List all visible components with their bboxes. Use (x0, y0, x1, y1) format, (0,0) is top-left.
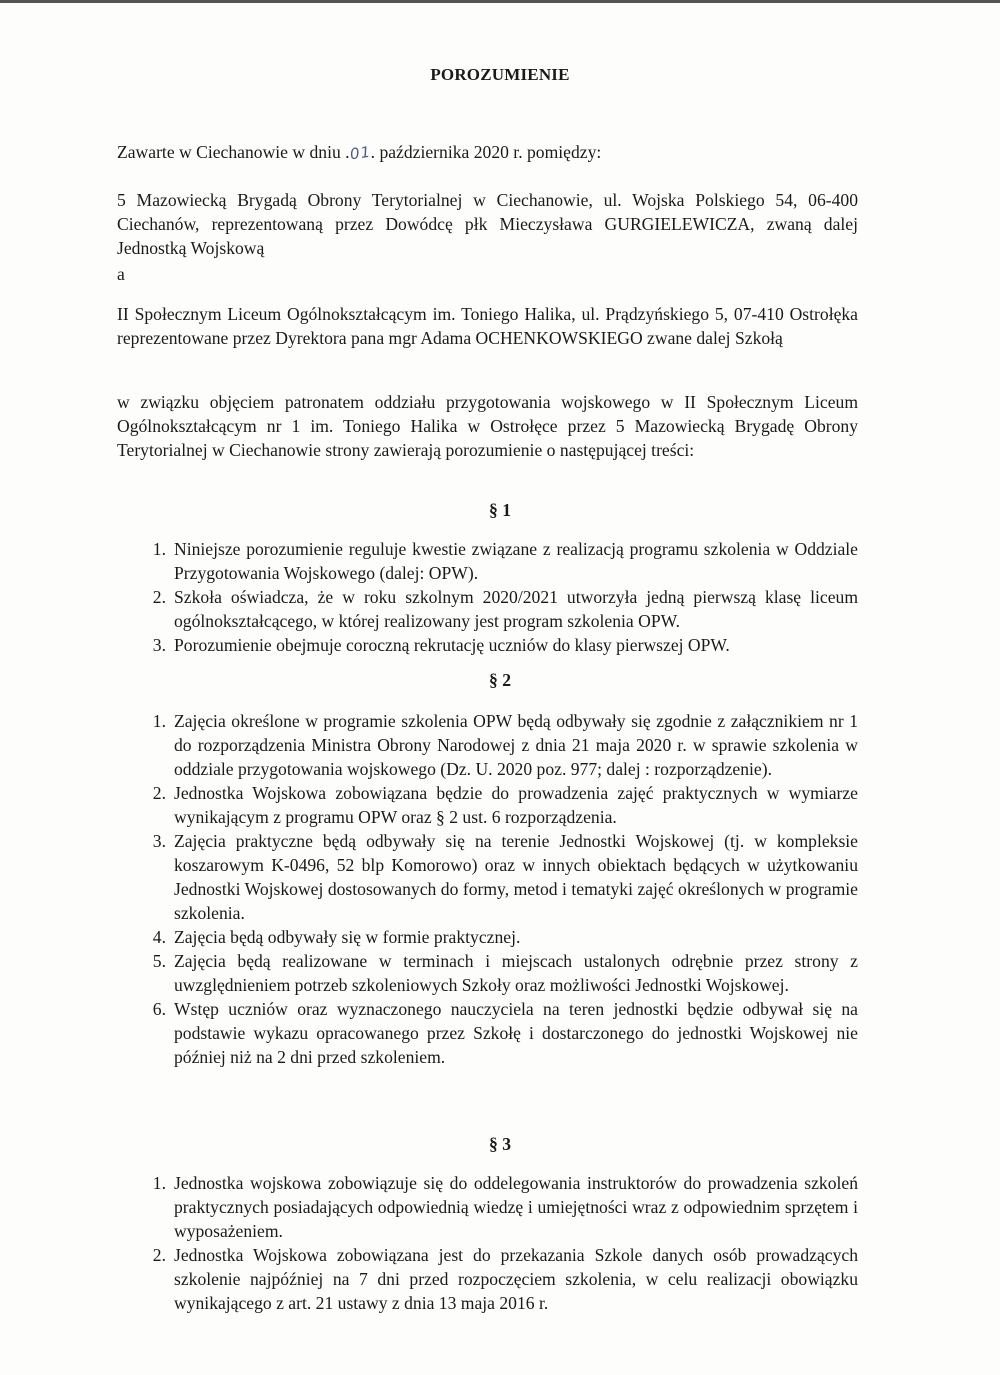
handwritten-day: 01 (348, 142, 372, 164)
list-item (140, 633, 858, 657)
item-text: Szkoła oświadcza, że w roku szkolnym 2020/2021 utworzyła jedną pierwszą klasę liceum ogólnokształcącego, w której realizowany jest program szkolenia OPW. (174, 587, 858, 631)
item-text: Porozumienie obejmuje coroczną rekrutację uczniów do klasy pierwszej OPW. (174, 635, 730, 655)
item-number: 2. (152, 1245, 166, 1265)
list-item (140, 1171, 858, 1243)
item-number: 3. (152, 635, 166, 655)
item-number: 1. (152, 539, 166, 559)
item-text: Wstęp uczniów oraz wyznaczonego nauczyciela na teren jednostki będzie odbywał się na podstawie wykazu opracowanego przez Szkołę i dostarczonego do jednostki Wojskowej nie później niż na 2 dni przed szkoleniem. (174, 999, 858, 1067)
item-number: 5. (152, 951, 166, 971)
item-number: 1. (152, 1173, 166, 1193)
list-item (140, 925, 858, 949)
section-1-list (140, 537, 858, 657)
party-two: II Społecznym Liceum Ogólnokształcącym im. Toniego Halika, ul. Prądzyńskiego 5, 07-410 Ostrołęka reprezentowane przez Dyrektora pana mgr Adama OCHENKOWSKIEGO zwane dalej Szkołą (117, 304, 858, 348)
item-text: Zajęcia praktyczne będą odbywały się na terenie Jednostki Wojskowej (tj. w kompleksie koszarowym K-0496, 52 blp Komorowo) oraz w innych obiektach będących w użytkowaniu Jednostki Wojskowej dostosowanych do formy, metod i tematyki zajęć określonych w programie szkolenia. (174, 831, 858, 923)
list-item (140, 585, 858, 633)
item-number: 6. (152, 999, 166, 1019)
section-heading-1: § 1 (489, 500, 511, 520)
item-text: Zajęcia będą odbywały się w formie praktycznej. (174, 927, 521, 947)
intro-before: Zawarte w Ciechanowie w dniu . (117, 142, 350, 162)
list-item (140, 1243, 858, 1315)
list-item (140, 537, 858, 585)
item-number: 1. (152, 711, 166, 731)
conjunction-and: a (117, 264, 125, 284)
preamble: w związku objęciem patronatem oddziału przygotowania wojskowego w II Społecznym Liceum Ogólnokształcącym nr 1 im. Toniego Halika w Ostrołęce przez 5 Mazowiecką Brygadę Obrony Terytorialnej w Ciechanowie strony zawierają porozumienie o następującej treści: (117, 392, 858, 460)
item-text: Zajęcia określone w programie szkolenia OPW będą odbywały się zgodnie z załącznikiem nr 1 do rozporządzenia Ministra Obrony Narodowej z dnia 21 maja 2020 r. w sprawie szkolenia w oddziale przygotowania wojskowego (Dz. U. 2020 poz. 977; dalej : rozporządzenie). (174, 711, 858, 779)
section-heading-3: § 3 (489, 1134, 511, 1154)
list-item (140, 997, 858, 1069)
item-text: Zajęcia będą realizowane w terminach i miejscach ustalonych odrębnie przez strony z uwzględnieniem potrzeb szkoleniowych Szkoły oraz możliwości Jednostki Wojskowej. (174, 951, 858, 995)
item-text: Jednostka Wojskowa zobowiązana jest do przekazania Szkole danych osób prowadzących szkolenie najpóźniej na 7 dni przed rozpoczęciem szkolenia, w celu realizacji obowiązku wynikającego z art. 21 ustawy z dnia 13 maja 2016 r. (174, 1245, 858, 1313)
item-number: 2. (152, 783, 166, 803)
section-2-list (140, 709, 858, 1069)
item-number: 2. (152, 587, 166, 607)
party-one: 5 Mazowiecką Brygadą Obrony Terytorialnej w Ciechanowie, ul. Wojska Polskiego 54, 06-400 Ciechanów, reprezentowaną przez Dowódcę płk Mieczysława GURGIELEWICZA, zwaną dalej Jednostką Wojskową (117, 190, 858, 258)
item-number: 4. (152, 927, 166, 947)
item-text: Jednostka Wojskowa zobowiązana będzie do prowadzenia zajęć praktycznych w wymiarze wynikającym z programu OPW oraz § 2 ust. 6 rozporządzenia. (174, 783, 858, 827)
item-text: Niniejsze porozumienie reguluje kwestie związane z realizacją programu szkolenia w Oddziale Przygotowania Wojskowego (dalej: OPW). (174, 539, 858, 583)
item-number: 3. (152, 831, 166, 851)
intro-line (117, 140, 858, 165)
item-text: Jednostka wojskowa zobowiązuje się do oddelegowania instruktorów do prowadzenia szkoleń praktycznych posiadających odpowiednią wiedzę i umiejętności wraz z odpowiednim sprzętem i wyposażeniem. (174, 1173, 858, 1241)
document-title: POROZUMIENIE (430, 65, 570, 84)
list-item (140, 709, 858, 781)
section-3-list (140, 1171, 858, 1315)
list-item (140, 949, 858, 997)
list-item (140, 829, 858, 925)
intro-after: . października 2020 r. pomiędzy: (370, 142, 602, 162)
section-heading-2: § 2 (489, 670, 511, 690)
list-item (140, 781, 858, 829)
